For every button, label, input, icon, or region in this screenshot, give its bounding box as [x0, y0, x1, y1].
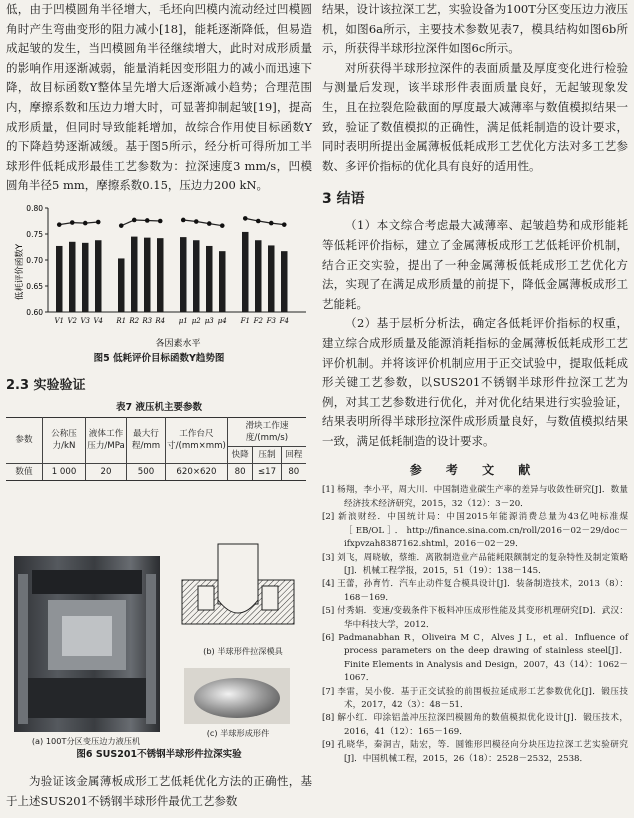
bar — [95, 240, 102, 312]
th-table-size: 工作台尺寸/(mm×mm) — [166, 417, 228, 463]
series-point — [83, 221, 88, 226]
bar — [255, 240, 262, 312]
bar — [180, 237, 187, 312]
analysis-paragraph: 对所获得半球形拉深件的表面质量及厚度变化进行检验与测量后发现，该半球形件表面质量良好，无起皱现象发生，且在拉裂危险截面的厚度最大减薄率与数值模拟结果一致，验证了数值模拟的正确性，满足低耗制造的设计要求，同时表明所提出金属薄板低耗成形工艺优化方法对多工艺参数、多评价指标的优化具有良好的适用性。 — [322, 60, 628, 173]
val-pressure: 20 — [86, 463, 127, 480]
reference-item: [9] 孔晓华，秦洞吉，陆宏，等．圆锥形凹模径向分块压边拉深工艺实验研究[J]．中国机械工程，2015，26（18）：2528－2532，2538． — [322, 740, 628, 764]
th-pressure: 液体工作压力/MPa — [86, 417, 127, 463]
fig6-sub-a: (a) 100T分区变压边力液压机 — [31, 736, 141, 746]
hydraulic-press-photo — [14, 556, 160, 732]
bar — [206, 246, 213, 312]
row-label: 数值 — [6, 463, 43, 480]
bar — [131, 237, 138, 312]
x-tick-label: μ3 — [204, 316, 214, 325]
bar — [56, 246, 63, 312]
reference-item: [7] 李雷，吴小俊．基于正交试验的前围板拉延成形工艺参数优化[J]．锻压技术，2017，42（3）：48－51． — [322, 686, 628, 710]
bar — [242, 232, 249, 312]
bar — [268, 245, 275, 312]
series-point — [282, 222, 287, 227]
x-tick-label: F2 — [253, 316, 263, 325]
references-heading: 参 考 文 献 — [409, 463, 541, 478]
formed-part-photo — [184, 668, 290, 724]
y-tick-label: 0.65 — [26, 281, 43, 291]
series-point — [181, 218, 186, 223]
bar — [281, 251, 288, 312]
y-tick-label: 0.80 — [26, 203, 43, 213]
x-tick-label: μ2 — [191, 316, 201, 325]
bar — [193, 240, 200, 312]
th-param: 参数 — [6, 417, 43, 463]
th-slide-speed: 滑块工作速度/(mm/s) — [227, 417, 306, 446]
val-table-size: 620×620 — [166, 463, 228, 480]
bar — [219, 251, 226, 312]
x-tick-label: μ1 — [178, 316, 188, 325]
series-line — [59, 222, 98, 225]
x-tick-label: R2 — [129, 316, 140, 325]
series-point — [70, 220, 75, 225]
x-tick-label: F4 — [279, 316, 289, 325]
references-list — [322, 484, 628, 766]
th-force: 公称压力/kN — [43, 417, 86, 463]
fig6-sub-b: (b) 半球形件拉深模具 — [203, 646, 283, 656]
series-point — [119, 223, 124, 228]
chart-xlabel: 各因素水平 — [155, 338, 201, 349]
bar — [69, 242, 76, 312]
series-point — [96, 220, 101, 225]
conclusion-1: （1）本文综合考虑最大减薄率、起皱趋势和成形能耗等低耗评价指标，建立了金属薄板成形工艺低耗评价机制，结合正交实验，提出了一种金属薄板低耗成形工艺优化方法，实现了在满足成形质量的前提下，降低金属薄板成形工艺能耗。 — [322, 218, 628, 311]
top-paragraph: 结果，设计该拉深工艺，实验设备为100T分区变压边力液压机，如图6a所示，主要技术参数见表7，模具结构如图6b所示，所获得半球形拉深件如图6c所示。 — [322, 2, 628, 56]
bar — [157, 238, 164, 312]
x-tick-label: V3 — [80, 316, 91, 325]
bar — [118, 258, 125, 312]
table7 — [6, 417, 306, 481]
series-point — [243, 216, 248, 221]
series-point — [158, 219, 163, 224]
reference-item: [3] 刘飞，周晓敏，蔡维．离散制造业产品能耗限额制定的复杂特性及制定策略[J]．机械工程学报，2015，51（19）：138－145． — [322, 552, 628, 576]
figure5 — [6, 200, 312, 350]
reference-item: [8] 解小红．印涂铝盖冲压拉深凹模圆角的数值模拟优化设计[J]．锻压技术，2016，41（12）：165－169． — [322, 713, 628, 737]
th-stroke: 最大行程/mm — [127, 417, 166, 463]
x-tick-label: R3 — [142, 316, 153, 325]
reference-item: [6] Padmanabhan R，Oliveira M C，Alves J L，et al．Influence of process parameters on the deep drawing of stainless steel[J]．Finite Elements in Analysis and Design，2007，43（14）：1062－1067． — [322, 632, 628, 684]
reference-item: [4] 王蕾，孙育竹．汽车止动件复合模具设计[J]．装备制造技术，2013（8）：168－169． — [322, 579, 628, 603]
series-line — [183, 220, 222, 226]
conclusion-heading: 3 结语 — [322, 191, 365, 208]
intro-paragraph: 低，由于凹模圆角半径增大，毛坯向凹模内流动经过凹模圆角时产生弯曲变形的阻力减小[18]，能耗逐渐降低，但易造成起皱的发生，当凹模圆角半径继续增大，此时对成形质量的影响作用逐渐减弱，能量消耗因变形阻力的减小而迅速下降，故目标函数Y整体呈先增大后逐渐减小趋势；合理范围内，摩擦系数和压边力增大时，可显著抑制起皱[19]，提高成形质量，但同时导致能耗增加，故综合作用使目标函数Y的下降趋势逐渐减缓。基于图5所示，经分析可得所加工半球形件低耗成形最佳工艺参数为：拉深速度3 mm/s，凹模圆角半径5 mm，摩擦系数0.15，压边力200 kN。 — [6, 2, 312, 193]
y-tick-label: 0.60 — [26, 307, 43, 317]
figure5-chart — [6, 200, 312, 350]
series-point — [57, 222, 62, 227]
bar — [144, 238, 151, 312]
series-point — [132, 218, 137, 223]
th-press: 压制 — [253, 446, 281, 463]
conclusion-2: （2）基于层析分析法，确定各低耗评价指标的权重，建立综合成形质量及能源消耗指标的金属薄板低耗成形工艺评价机制。并将该评价机制应用于正交试验中，提取低耗成形关键工艺参数，以SUS201不锈钢半球形件拉深工艺为例，对其工艺参数进行优化，并对优化结果进行实验验证，结果表明所得半球形拉深件成形质量良好，与数值模拟结果一致，满足低耗制造的设计要求。 — [322, 316, 628, 448]
val-force: 1 000 — [43, 463, 86, 480]
y-tick-label: 0.75 — [26, 229, 43, 239]
series-point — [194, 219, 199, 224]
y-tick-label: 0.70 — [26, 255, 43, 265]
x-tick-label: R4 — [155, 316, 166, 325]
figure5-caption: 图5 低耗评价目标函数Y趋势图 — [93, 352, 225, 364]
val-press: ≤17 — [253, 463, 281, 480]
figure6 — [6, 546, 312, 760]
x-tick-label: F3 — [266, 316, 276, 325]
reference-item: [1] 杨翔，李小平，周大川．中国制造业碳生产率的差异与收敛性研究[J]．数量经济技术经济研究，2015，32（12）：3－20． — [322, 485, 628, 509]
series-point — [207, 221, 212, 226]
table7-caption: 表7 液压机主要参数 — [116, 401, 202, 413]
left-column — [6, 0, 312, 481]
series-point — [269, 221, 274, 226]
val-fast: 80 — [227, 463, 253, 480]
die-schematic — [178, 540, 298, 640]
series-point — [145, 218, 150, 223]
x-tick-label: V4 — [93, 316, 104, 325]
bar — [82, 243, 89, 312]
reference-item: [5] 付秀娟．变速/变载条件下板料冲压成形性能及其变形机理研究[D]．武汉：华中科技大学，2012． — [322, 606, 628, 630]
x-tick-label: V2 — [67, 316, 78, 325]
x-tick-label: V1 — [54, 316, 65, 325]
right-column — [322, 0, 628, 766]
th-return: 回程 — [285, 449, 303, 460]
closing-paragraph-wrap — [6, 772, 312, 811]
th-fast: 快降 — [227, 446, 253, 463]
fig6-sub-c: (c) 半球形成形件 — [206, 728, 270, 738]
x-tick-label: F1 — [240, 316, 250, 325]
closing-paragraph: 为验证该金属薄板成形工艺低耗优化方法的正确性，基于上述SUS201不锈钢半球形件最优工艺参数 — [6, 774, 312, 808]
val-stroke: 500 — [127, 463, 166, 480]
reference-item: [2] 新浪财经．中国统计局：中国2015年能源消费总量为43亿吨标准煤［EB/OL］．http://finance.sina.com.cn/roll/2016－02－29/doc－ifxpvzah8387162.shtml，2016－02－29． — [322, 512, 628, 550]
series-line — [121, 220, 160, 226]
series-point — [256, 219, 261, 224]
val-return: 80 — [281, 463, 306, 480]
section-2-3-heading: 2.3 实验验证 — [6, 377, 86, 393]
x-tick-label: R1 — [116, 316, 127, 325]
chart-ylabel: 低耗评价函数Y — [15, 243, 25, 301]
x-tick-label: μ4 — [217, 316, 227, 325]
series-line — [245, 218, 284, 224]
figure6-caption: 图6 SUS201不锈钢半球形件拉深实验 — [76, 749, 242, 760]
series-point — [220, 223, 225, 228]
